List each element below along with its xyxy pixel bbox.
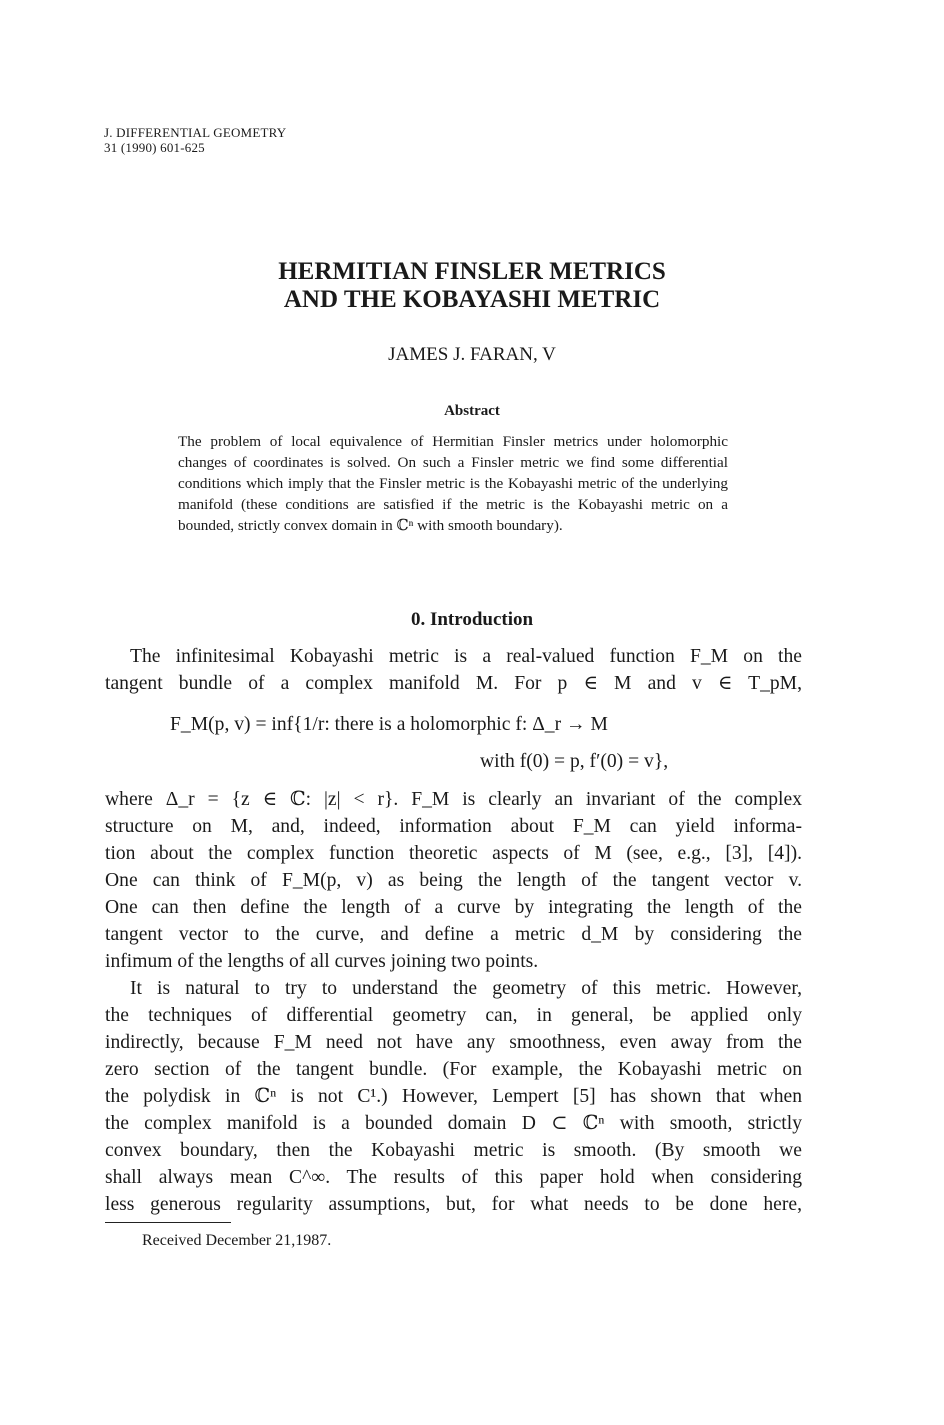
journal-name: J. DIFFERENTIAL GEOMETRY [104, 125, 287, 140]
body-line: the polydisk in ℂⁿ is not C¹.) However, Lempert [5] has shown that when [105, 1086, 802, 1107]
body-line: One can then define the length of a curve by integrating the length of the [105, 897, 802, 918]
journal-volume: 31 (1990) 601-625 [104, 140, 205, 155]
footnote-rule [105, 1222, 231, 1223]
section-heading: 0. Introduction [410, 609, 534, 630]
body-line: The infinitesimal Kobayashi metric is a real-valued function F_M on the [130, 646, 802, 667]
body-line: convex boundary, then the Kobayashi metric is smooth. (By smooth we [105, 1140, 802, 1161]
equation-line: with f(0) = p, f′(0) = v}, [480, 751, 669, 772]
journal-header [104, 125, 286, 155]
body-line: infimum of the lengths of all curves joining two points. [105, 951, 539, 972]
abstract-text: The problem of local equivalence of Hermitian Finsler metrics under holomorphic changes of coordinates is solved. On such a Finsler metric we find some differential conditions which imply that the Finsler metric is the Kobayashi metric of the underlying manifold (these conditions are satisfied if the metric is the Kobayashi metric on a bounded, strictly convex domain in ℂⁿ with smooth boundary). [178, 433, 728, 534]
body-line: the techniques of differential geometry can, in general, be applied only [105, 1005, 802, 1026]
body-line: It is natural to try to understand the geometry of this metric. However, [130, 978, 802, 999]
body-line: tangent bundle of a complex manifold M. For p ∈ M and v ∈ T_pM, [105, 673, 802, 694]
footnote: Received December 21,1987. [142, 1232, 332, 1249]
title-line-1: HERMITIAN FINSLER METRICS [278, 258, 666, 285]
equation-line: F_M(p, v) = inf{1/r: there is a holomorphic f: Δ_r → M [170, 714, 608, 735]
body-line: indirectly, because F_M need not have any smoothness, even away from the [105, 1032, 802, 1053]
author: JAMES J. FARAN, V [388, 344, 556, 365]
body-line: less generous regularity assumptions, but, for what needs to be done here, [105, 1194, 802, 1215]
body-line: shall always mean C^∞. The results of this paper hold when considering [105, 1167, 802, 1188]
body-line: where Δ_r = {z ∈ ℂ: |z| < r}. F_M is clearly an invariant of the complex [105, 789, 802, 810]
body-line: tangent vector to the curve, and define a metric d_M by considering the [105, 924, 802, 945]
paper-title [0, 258, 944, 314]
body-line: the complex manifold is a bounded domain D ⊂ ℂⁿ with smooth, strictly [105, 1113, 802, 1134]
body-line: structure on M, and, indeed, information about F_M can yield informa- [105, 816, 802, 837]
title-line-2: AND THE KOBAYASHI METRIC [283, 286, 661, 313]
abstract-heading: Abstract [444, 403, 500, 419]
body-line: zero section of the tangent bundle. (For example, the Kobayashi metric on [105, 1059, 802, 1080]
body-line: One can think of F_M(p, v) as being the length of the tangent vector v. [105, 870, 802, 891]
body-line: tion about the complex function theoretic aspects of M (see, e.g., [3], [4]). [105, 843, 802, 864]
